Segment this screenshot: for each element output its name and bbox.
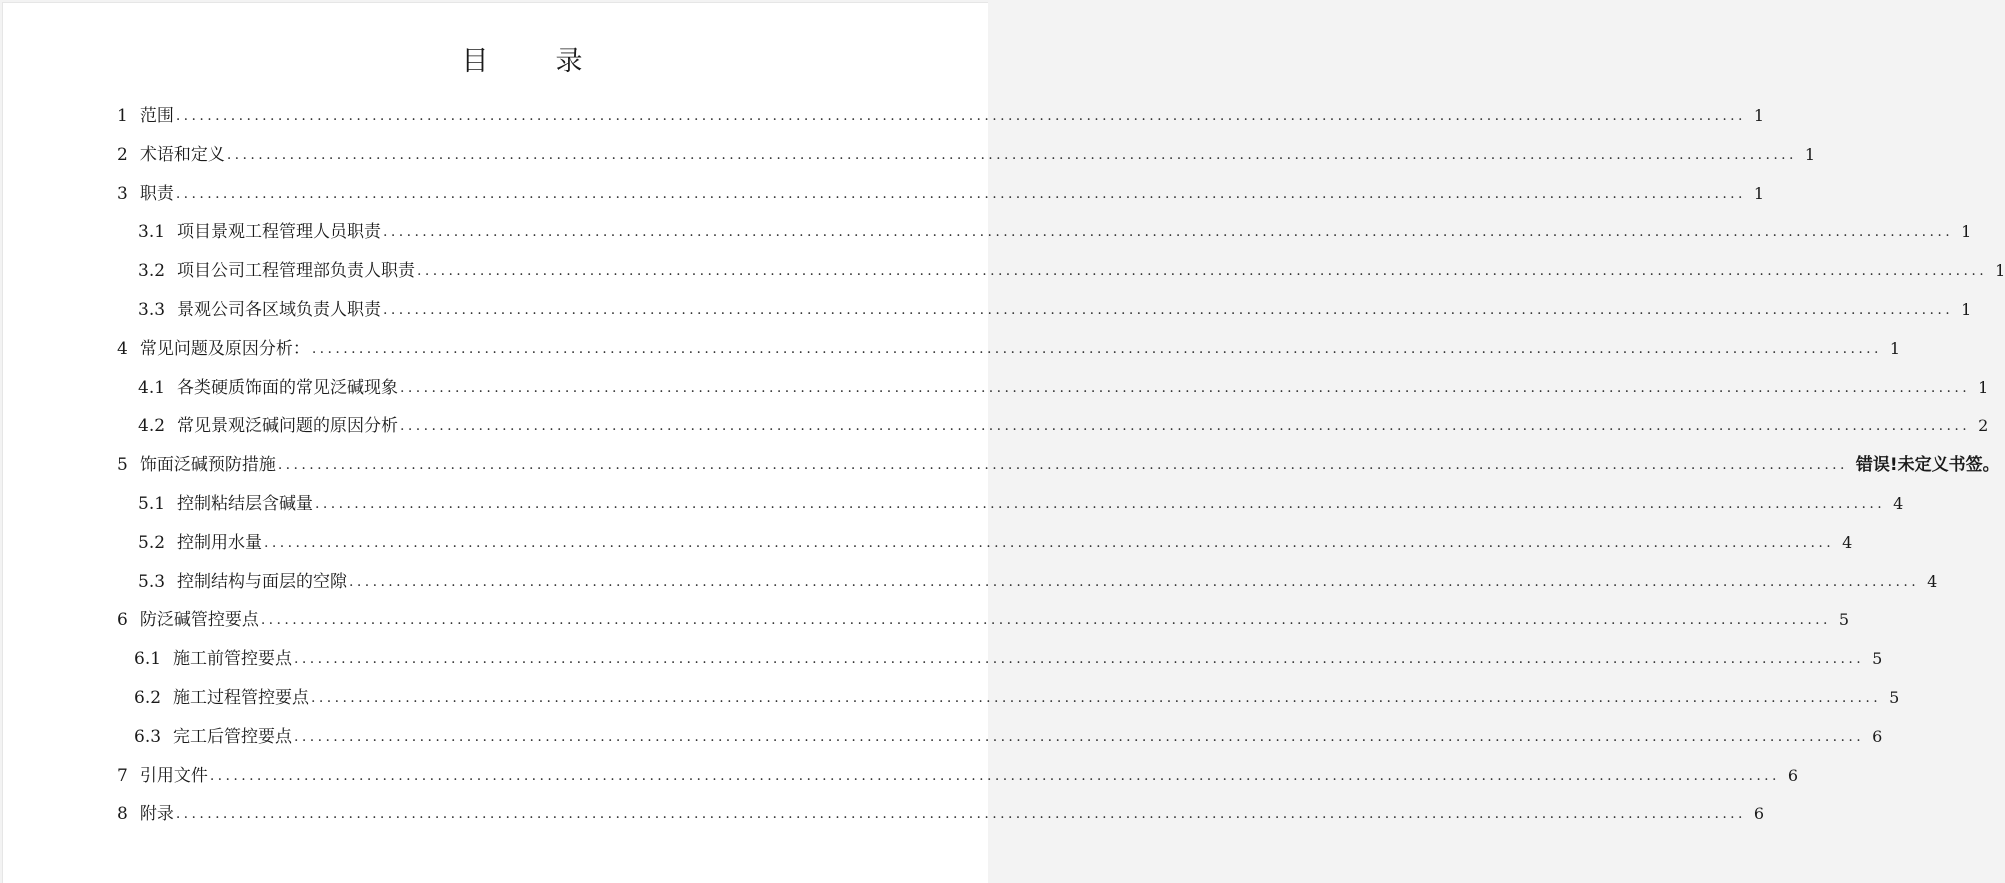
toc-entry[interactable] bbox=[117, 799, 1765, 825]
toc-entry-label: 常见问题及原因分析： bbox=[139, 338, 310, 359]
toc-entry-label: 附录 bbox=[139, 804, 174, 825]
toc-entry[interactable] bbox=[138, 217, 1972, 243]
toc-dot-leader: ........................................................................................................................................................................................................ bbox=[417, 263, 1988, 280]
toc-dot-leader: ........................................................................................................................................................................................................ bbox=[294, 651, 1865, 668]
toc-entry-number: 6 bbox=[117, 610, 128, 631]
toc-page-number: 1 bbox=[1753, 183, 1765, 203]
toc-page-number: 6 bbox=[1872, 726, 1883, 746]
toc-dot-leader: ........................................................................................................................................................................................................ bbox=[383, 302, 1954, 318]
toc-entry-label: 施工前管控要点 bbox=[173, 649, 293, 670]
toc-dot-leader: ........................................................................................................................................................................................................ bbox=[311, 690, 1882, 706]
toc-entry-label: 术语和定义 bbox=[139, 144, 225, 165]
toc-entry-label: 控制用水量 bbox=[177, 532, 263, 553]
toc-entry-label: 引用文件 bbox=[139, 765, 208, 786]
toc-dot-leader: ........................................................................................................................................................................................................ bbox=[209, 767, 1780, 784]
toc-entry[interactable] bbox=[117, 450, 2000, 476]
toc-entry-number: 6.3 bbox=[134, 726, 162, 747]
toc-list bbox=[3, 3, 2005, 883]
toc-entry-number: 4.2 bbox=[138, 416, 166, 437]
toc-dot-leader: ........................................................................................................................................................................................................ bbox=[175, 806, 1746, 823]
toc-page-number: 1 bbox=[1978, 377, 1989, 397]
toc-entry-number: 5.3 bbox=[138, 571, 166, 592]
toc-entry-number: 5.2 bbox=[138, 532, 166, 553]
toc-entry[interactable] bbox=[117, 140, 1816, 166]
toc-entry[interactable] bbox=[117, 761, 1799, 787]
toc-entry-number: 4 bbox=[117, 338, 128, 359]
toc-entry[interactable] bbox=[134, 644, 1883, 670]
toc-page-number: 5 bbox=[1872, 649, 1883, 669]
toc-dot-leader: ........................................................................................................................................................................................................ bbox=[400, 379, 1971, 396]
toc-page-number: 5 bbox=[1838, 610, 1850, 630]
toc-entry-label: 景观公司各区域负责人职责 bbox=[177, 300, 382, 320]
toc-entry-number: 3.1 bbox=[138, 222, 166, 243]
toc-entry-number: 3.2 bbox=[138, 261, 166, 282]
toc-entry-number: 3.3 bbox=[138, 300, 166, 320]
toc-entry-number: 2 bbox=[117, 144, 128, 165]
toc-entry[interactable] bbox=[138, 411, 1989, 437]
toc-dot-leader: ........................................................................................................................................................................................................ bbox=[294, 728, 1865, 745]
toc-dot-leader: ........................................................................................................................................................................................................ bbox=[175, 108, 1746, 124]
toc-entry-label: 项目公司工程管理部负责人职责 bbox=[177, 261, 416, 282]
toc-entry[interactable] bbox=[138, 373, 1989, 399]
toc-entry-number: 5 bbox=[117, 455, 128, 476]
toc-entry[interactable] bbox=[117, 101, 1765, 127]
toc-dot-leader: ........................................................................................................................................................................................................ bbox=[311, 340, 1882, 357]
toc-entry-number: 3 bbox=[117, 183, 128, 204]
toc-page-number: 1 bbox=[1804, 144, 1816, 164]
toc-page-number: 1 bbox=[1961, 222, 1972, 242]
toc-entry-number: 4.1 bbox=[138, 377, 166, 398]
toc-page-number: 6 bbox=[1753, 804, 1765, 824]
toc-entry[interactable] bbox=[138, 489, 1904, 515]
toc-title: 目 录 bbox=[461, 46, 603, 77]
toc-page-number: 1 bbox=[1753, 106, 1765, 125]
toc-entry-label: 完工后管控要点 bbox=[173, 726, 293, 747]
toc-entry-label: 职责 bbox=[139, 183, 174, 204]
toc-entry-label: 常见景观泛碱问题的原因分析 bbox=[177, 416, 399, 437]
toc-entry[interactable] bbox=[138, 528, 1853, 554]
toc-entry[interactable] bbox=[117, 179, 1765, 205]
toc-entry[interactable] bbox=[117, 334, 1901, 360]
toc-entry[interactable] bbox=[117, 605, 1850, 631]
toc-entry-label: 各类硬质饰面的常见泛碱现象 bbox=[177, 377, 399, 398]
toc-page-number: 6 bbox=[1787, 765, 1799, 785]
toc-entry-label: 控制结构与面层的空隙 bbox=[177, 571, 348, 592]
toc-page-number: 1 bbox=[1995, 261, 2005, 281]
toc-page-number: 4 bbox=[1927, 571, 1938, 591]
toc-page-number: 4 bbox=[1893, 494, 1904, 513]
toc-dot-leader: ........................................................................................................................................................................................................ bbox=[260, 612, 1831, 629]
toc-page-number: 5 bbox=[1889, 688, 1900, 707]
toc-page-number: 2 bbox=[1978, 416, 1989, 436]
toc-entry[interactable] bbox=[138, 567, 1938, 593]
toc-dot-leader: ........................................................................................................................................................................................................ bbox=[277, 457, 1848, 474]
toc-page-number: 1 bbox=[1889, 338, 1901, 358]
toc-entry[interactable] bbox=[134, 722, 1883, 748]
toc-entry-number: 7 bbox=[117, 765, 128, 786]
toc-entry-label: 控制粘结层含碱量 bbox=[177, 494, 314, 514]
toc-entry[interactable] bbox=[138, 295, 1972, 321]
toc-dot-leader: ........................................................................................................................................................................................................ bbox=[226, 146, 1797, 163]
toc-entry-label: 防泛碱管控要点 bbox=[139, 610, 259, 631]
toc-entry-label: 饰面泛碱预防措施 bbox=[139, 455, 276, 476]
toc-dot-leader: ........................................................................................................................................................................................................ bbox=[349, 573, 1920, 590]
toc-entry-number: 6.2 bbox=[134, 688, 162, 708]
toc-page-number: 4 bbox=[1842, 532, 1853, 552]
toc-entry-label: 施工过程管控要点 bbox=[173, 688, 310, 708]
toc-dot-leader: ........................................................................................................................................................................................................ bbox=[175, 185, 1746, 202]
toc-dot-leader: ........................................................................................................................................................................................................ bbox=[383, 224, 1954, 241]
toc-bookmark-error: 错误!未定义书签。 bbox=[1855, 455, 2000, 476]
toc-dot-leader: ........................................................................................................................................................................................................ bbox=[315, 496, 1886, 512]
document-page bbox=[2, 2, 2005, 883]
toc-entry-number: 8 bbox=[117, 804, 128, 825]
toc-entry[interactable] bbox=[134, 683, 1900, 709]
toc-entry-label: 项目景观工程管理人员职责 bbox=[177, 222, 382, 243]
toc-entry-number: 5.1 bbox=[138, 494, 166, 514]
toc-dot-leader: ........................................................................................................................................................................................................ bbox=[264, 534, 1835, 551]
toc-entry-number: 6.1 bbox=[134, 649, 162, 670]
toc-entry-number: 1 bbox=[117, 106, 128, 126]
toc-entry[interactable] bbox=[138, 256, 2005, 282]
toc-entry-label: 范围 bbox=[139, 106, 174, 126]
toc-page-number: 1 bbox=[1961, 300, 1972, 319]
toc-dot-leader: ........................................................................................................................................................................................................ bbox=[400, 418, 1971, 435]
